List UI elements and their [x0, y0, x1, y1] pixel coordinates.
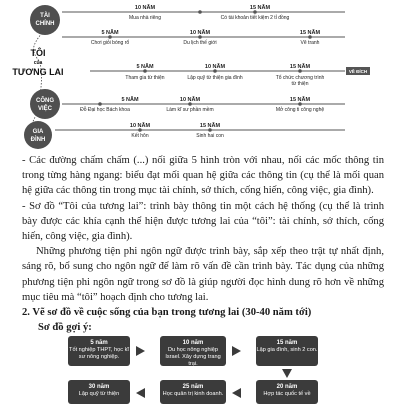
- flow-box-2-text: Du học nông nghiệp Israel. Xây dựng trang trại.: [165, 347, 221, 367]
- body-text: [0, 153, 400, 335]
- node-career-label-2: VIỆC: [37, 106, 53, 112]
- sub-heading: Sơ đồ gợi ý:: [38, 322, 92, 334]
- row4-label3: Mở công ti công nghệ: [275, 107, 325, 113]
- node-finance: [30, 5, 60, 35]
- row3-label1: Tham gia từ thiện: [125, 75, 165, 81]
- row3-year3: 15 NĂM: [289, 64, 311, 70]
- flow-box-1-text: Tốt nghiệp THPT, học kĩ sư nông nghiệp.: [69, 347, 129, 360]
- timeline-row-4: [62, 96, 345, 113]
- flow-box-1-year: 5 năm: [90, 340, 108, 346]
- flow-box-4-text: Hợp tác quốc tế về: [263, 391, 311, 397]
- node-family-label-2: ĐÌNH: [30, 137, 46, 143]
- row1-label2: Có tài khoản tiết kiệm 2 tỉ đồng: [220, 15, 290, 21]
- flow-box-6-year: 30 năm: [88, 384, 110, 390]
- timeline-row-1: [62, 4, 345, 21]
- row4-year3: 15 NĂM: [289, 97, 311, 103]
- arrow-down: [282, 369, 292, 378]
- node-career-label-1: CÔNG: [36, 98, 54, 104]
- paragraph-1: - Các đường chấm chấm (...) nối giữa 5 hình tròn với nhau, nối các mốc thông tin trong từng hàng ngang: biểu đạt mối quan hệ giữa các thông tin (cụ thể là mối quan hệ giữa các thông tin trong mục tài chính, sở thích, cống hiến, công việc, gia đình).: [22, 155, 384, 197]
- row3-label2: Lập quỹ từ thiện gia đình: [187, 75, 243, 81]
- flow-box-3-text: Lập gia đình, sinh 2 con.: [256, 347, 318, 353]
- node-family-label-1: GIA: [32, 129, 44, 135]
- row2-label2: Du lịch thế giới: [183, 40, 217, 46]
- row4-year2: 10 NĂM: [179, 97, 201, 103]
- arrow-left-1: [232, 388, 241, 398]
- paragraph-3: Những phương tiện phi ngôn ngữ được trình bày, sắp xếp theo trật tự nhất định, sáng rõ, bổ sung cho ngôn ngữ để làm rõ vấn đề cần trình bày. Tác dụng của những phương tiện phi ngôn ngữ trong sơ đồ là giúp người đọc hình dung rõ hơn về những mục tiêu mà “tôi” hoạch định cho tương lai.: [22, 246, 384, 303]
- arrow-left-2: [136, 388, 145, 398]
- flow-box-2: [160, 336, 226, 366]
- row1-year1: 10 NĂM: [134, 5, 156, 11]
- flow-box-6-text: Lập quỹ từ thiện: [78, 391, 120, 397]
- row3-label3b: từ thiện: [291, 81, 309, 87]
- flow-box-1: [68, 336, 130, 366]
- row4-year1: 5 NĂM: [121, 97, 139, 103]
- row3-label3a: Tổ chức chương trình: [275, 75, 325, 81]
- row5-year2: 15 NĂM: [199, 123, 221, 129]
- diagram-title-2: của: [33, 60, 43, 66]
- row3-year2: 10 NĂM: [204, 64, 226, 70]
- flow-box-5-year: 25 năm: [182, 384, 204, 390]
- row1-label1: Mua nhà riêng: [129, 15, 161, 21]
- diagram-title-1: TÔI: [30, 48, 46, 58]
- timeline-row-3: [90, 63, 370, 87]
- row4-label1: Đỗ Đại học Bách khoa: [80, 107, 130, 113]
- row5-label1: Kết hôn: [131, 133, 149, 139]
- flow-box-3-year: 15 năm: [276, 340, 298, 346]
- row2-year3: 15 NĂM: [299, 30, 321, 36]
- row2-label1: Chơi giỏi bóng rổ: [90, 40, 130, 46]
- row4-label2: Làm kĩ sư phần mềm: [166, 107, 214, 113]
- diagram-title-3: TƯƠNG LAI: [12, 67, 64, 77]
- node-career: [30, 89, 60, 119]
- row3-year1: 5 NĂM: [136, 64, 154, 70]
- suggested-flow: [0, 330, 400, 400]
- timeline-row-5: [55, 122, 345, 139]
- section-heading: 2. Vẽ sơ đồ về cuộc sống của bạn trong tương lai (30-40 năm tới): [22, 307, 312, 319]
- flow-box-3: [256, 336, 318, 366]
- row5-year1: 10 NĂM: [129, 123, 151, 129]
- arrow-right-1: [136, 346, 145, 356]
- flow-box-4: [256, 380, 318, 404]
- node-finance-label-1: TÀI: [40, 13, 50, 19]
- row1-year2: 15 NĂM: [249, 5, 271, 11]
- flow-box-5-text: Học quản trị kinh doanh.: [162, 391, 224, 397]
- row2-year2: 10 NĂM: [189, 30, 211, 36]
- node-family: [24, 121, 52, 149]
- arrow-right-2: [232, 346, 241, 356]
- flow-box-6: [68, 380, 130, 404]
- paragraph-2: - Sơ đồ “Tôi của tương lai”: trình bày thông tin một cách hệ thống (cụ thể là trình bày được các khía cạnh thể hiện được tương lai của “tôi”: tài chính, sở thích, cống hiến, công việc, gia đình).: [22, 200, 384, 243]
- flow-box-5: [160, 380, 226, 404]
- row2-year1: 5 NĂM: [101, 30, 119, 36]
- node-finance-label-2: CHÍNH: [35, 21, 55, 27]
- row5-label2: Sinh hai con: [196, 133, 224, 139]
- finish-tag-label: VỀ ĐÍCH: [348, 69, 368, 74]
- flow-box-2-year: 10 năm: [182, 340, 204, 346]
- future-self-diagram: [0, 0, 400, 152]
- flow-box-4-year: 20 năm: [276, 384, 298, 390]
- row2-label3: Vẽ tranh: [300, 40, 320, 46]
- diagram-svg: [0, 0, 400, 152]
- timeline-row-2: [62, 29, 345, 46]
